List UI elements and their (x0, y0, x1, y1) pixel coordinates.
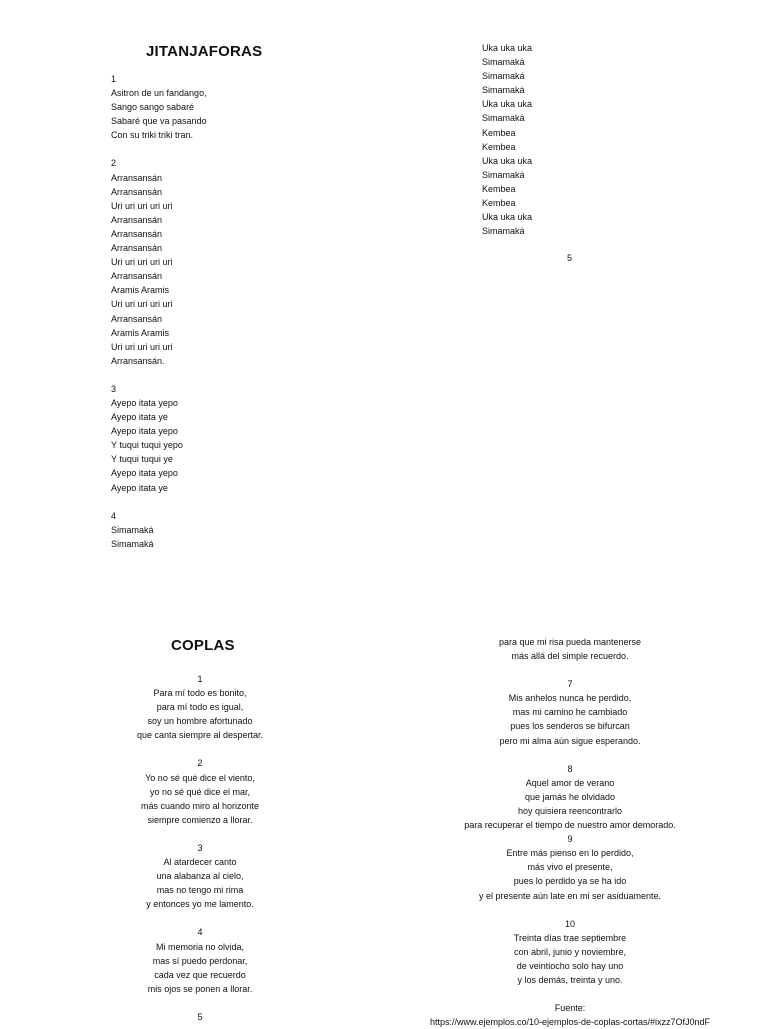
verse-line: Uri uri uri uri uri (111, 257, 173, 268)
verse-line: Ayepo itata ye (111, 412, 168, 423)
verse-line: Mis anhelos nunca he perdido, (508, 693, 632, 704)
verse-line: Simamaká (111, 538, 154, 549)
verse-line: mas sí puedo perdonar, (152, 955, 248, 966)
verse-line: Uka uka uka (482, 43, 533, 53)
verse-line: Uka uka uka (482, 155, 533, 166)
verse-line: más vivo el presente, (527, 862, 613, 873)
verse-line: Sabaré que va pasando (111, 116, 207, 127)
verse-line: que canta siempre al despertar. (136, 730, 264, 741)
verse-line: Aramis Aramis (111, 285, 170, 296)
verse-line: hoy quisiera reencontrarlo (517, 805, 623, 816)
jitanjaforas-right-column (482, 41, 532, 238)
stanza-number: 2 (197, 758, 203, 769)
verse-line: Simamaká (482, 57, 525, 68)
source-link[interactable]: https://www.ejemplos.co/10-ejemplos-de-coplas-cortas/#ixzz7OfJ0ndF (429, 1017, 711, 1028)
stanza-number: 1 (197, 674, 203, 684)
stanza-number: 1 (111, 74, 117, 84)
verse-line: Al atardecer canto (163, 857, 237, 868)
coplas-left-column (100, 672, 300, 1024)
verse-line: Treinta días trae septiembre (513, 932, 627, 943)
verse-line: Arransansán (111, 186, 163, 197)
verse-line: Mi memoria no olvida, (155, 941, 245, 952)
verse-line: Uri uri uri uri uri (111, 299, 173, 310)
stanza-number: 4 (197, 927, 203, 938)
verse-line: Arransansán (111, 172, 163, 183)
stanza-number: 10 (564, 918, 575, 929)
stanza-number: 3 (111, 383, 117, 394)
verse-line: Sango sango sabaré (111, 102, 195, 113)
verse-line: más cuando miro al horizonte (140, 800, 260, 811)
stanza-number: 5 (197, 1011, 203, 1022)
verse-line: para mí todo es igual, (156, 702, 244, 713)
page-number: 5 (567, 253, 573, 263)
verse-line: Con su triki triki tran. (111, 130, 194, 141)
verse-line: Kembea (482, 127, 516, 138)
verse-line: Para mí todo es bonito, (153, 688, 247, 699)
stanza-number: 7 (567, 679, 573, 690)
verse-line: Kembea (482, 198, 516, 209)
verse-line: Y tuqui tuqui yepo (111, 440, 183, 451)
verse-line: que jamás he olvidado (524, 791, 616, 802)
verse-line: una alabanza al cielo, (156, 871, 244, 882)
verse-line: pues lo perdido ya se ha ido (513, 876, 627, 887)
verse-line: Arransansán (111, 228, 163, 239)
verse-line: y entonces yo me lamento. (146, 899, 254, 910)
verse-line: y el presente aún late en mi ser asiduamente. (478, 890, 662, 901)
verse-line: Ayepo itata yepo (111, 397, 178, 408)
source-label: Fuente: (554, 1003, 586, 1014)
verse-line: Kembea (482, 141, 516, 152)
stanza-number: 9 (567, 834, 573, 845)
verse-line: Uri uri uri uri uri (111, 341, 173, 352)
verse-line: yo no sé qué dice el mar, (149, 786, 251, 797)
verse-line: Entre más pienso en lo perdido, (506, 848, 634, 859)
verse-line: pero mi alma aún sigue esperando. (499, 735, 641, 746)
verse-line: Uka uka uka (482, 212, 533, 223)
verse-line: siempre comienzo a llorar. (147, 814, 253, 825)
verse-line: Asitron de un fandango, (111, 88, 207, 99)
verse-line: y los demás, treinta y uno. (517, 974, 623, 985)
verse-line: Y tuqui tuqui ye (111, 454, 173, 465)
verse-line: Kembea (482, 183, 516, 194)
verse-line: para que mi risa pueda mantenerse (498, 637, 642, 647)
verse-line: Simamaká (111, 524, 154, 535)
verse-line: Arransansán (111, 271, 163, 282)
verse-line: soy un hombre afortunado (147, 716, 253, 727)
stanza-number: 8 (567, 763, 573, 774)
verse-line: Simamaká (482, 71, 525, 82)
verse-line: Yo no sé qué dice el viento, (145, 772, 255, 783)
verse-line: para recuperar el tiempo de nuestro amor demorado. (464, 820, 676, 831)
stanza-number: 3 (197, 842, 203, 853)
verse-line: Ayepo itata yepo (111, 468, 178, 479)
verse-line: Ayepo itata ye (111, 482, 168, 493)
verse-line: Arransansán (111, 214, 163, 225)
verse-line: de veintiocho solo hay uno (516, 960, 624, 971)
verse-line: mas no tengo mi rima (156, 885, 244, 896)
verse-line: mis ojos se ponen a llorar. (147, 983, 253, 994)
stanza-number: 2 (111, 158, 117, 169)
verse-line: Simamaká (482, 226, 525, 237)
stanza-number: 4 (111, 510, 117, 521)
verse-line: Uka uka uka (482, 99, 533, 110)
verse-line: Arransansán (111, 313, 163, 324)
verse-line: Aramis Aramis (111, 327, 170, 338)
verse-line: cada vez que recuerdo (154, 969, 246, 980)
verse-line: Simamaká (482, 113, 525, 124)
jitanjaforas-left-column (111, 72, 207, 551)
verse-line: Arransansán (111, 243, 163, 254)
verse-line: mas mi camino he cambiado (512, 707, 628, 718)
verse-line: pues los senderos se bifurcan (510, 721, 630, 732)
coplas-right-column (400, 635, 740, 1029)
verse-line: Simamaká (482, 169, 525, 180)
verse-line: con abril, junio y noviembre, (513, 946, 627, 957)
jitanjaforas-title: JITANJAFORAS (146, 43, 263, 60)
verse-line: Uri uri uri uri uri (111, 200, 173, 211)
verse-line: Ayepo itata yepo (111, 426, 178, 437)
verse-line: Aquel amor de verano (525, 777, 615, 788)
verse-line: más allá del simple recuerdo. (511, 651, 629, 662)
coplas-title: COPLAS (171, 637, 235, 654)
verse-line: Simamaká (482, 85, 525, 96)
verse-line: Arransansán. (111, 355, 165, 366)
